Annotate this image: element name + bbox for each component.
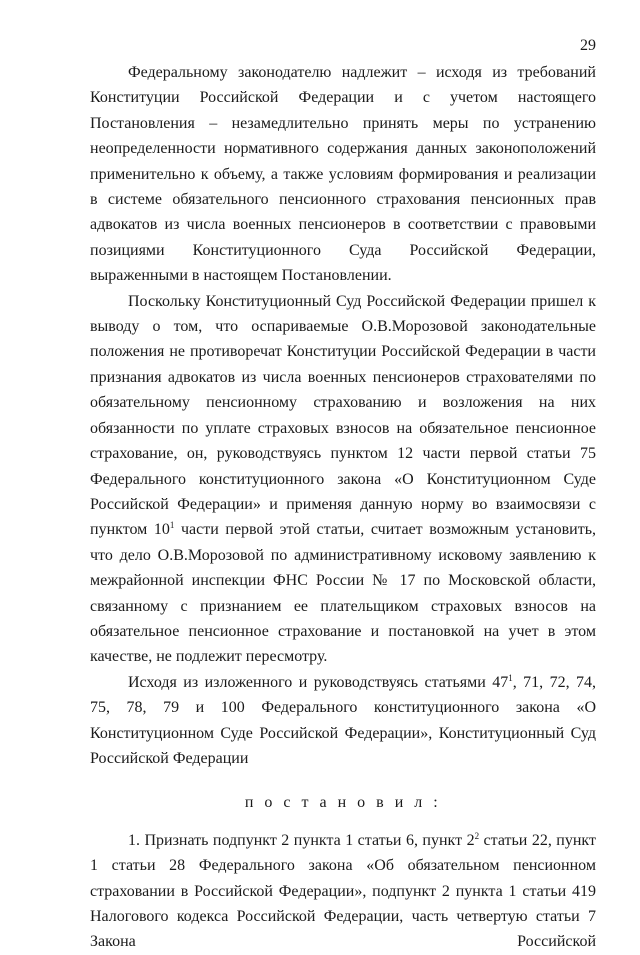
paragraph-legal-basis	[90, 670, 596, 772]
paragraph-resolution-item-1	[90, 828, 596, 955]
paragraph-legislator-duty: Федеральному законодателю надлежит – исходя из требований Конституции Российской Федерации и с учетом настоящего Постановления – незамедлительно принять меры по устранению неопределенности нормативного содержания данных законоположений применительно к объему, а также условиям формирования и реализации в системе обязательного пенсионного страхования пенсионных прав адвокатов из числа военных пенсионеров в соответствии с правовыми позициями Конституционного Суда Российской Федерации, выраженными в настоящем Постановлении.	[90, 64, 596, 285]
paragraph-text: Поскольку Конституционный Суд Российской Федерации пришел к выводу о том, что оспариваемые О.В.Морозовой законодательные положения не противоречат Конституции Российской Федерации в части признания адвокатов из числа военных пенсионеров страхователями по обязательному пенсионному страхованию и возложения на них обязанности по уплате страховых взносов на обязательное пенсионное страхование, он, руководствуясь пунктом 12 части первой статьи 75 Федерального конституционного закона «О Конституционном Суде Российской Федерации» и применяя данную норму во взаимосвязи с пунктом 10	[90, 292, 596, 539]
resolution-heading: п о с т а н о в и л :	[244, 794, 442, 812]
paragraph-text: , 71, 72, 74, 75, 78, 79 и 100 Федерального конституционного закона «О Конституционном Суде Российской Федерации», Конституционный Суд Российской Федерации	[90, 673, 597, 767]
superscript: 2	[474, 830, 480, 841]
superscript: 1	[169, 520, 175, 531]
paragraph-text: статьи 22, пункт 1 статьи 28 Федерального закона «Об обязательном пенсионном страховании в Российской Федерации», подпункт 2 пункта 1 статьи 419 Налогового кодекса Российской Федерации, часть четвертую статьи 7 Закона Российской	[90, 831, 596, 951]
superscript: 1	[508, 672, 513, 683]
paragraph-text: 1. Признать подпункт 2 пункта 1 статьи 6, пункт 2	[128, 831, 475, 849]
paragraph-case-not-reviewed	[90, 289, 596, 670]
page-number: 29	[580, 37, 596, 54]
paragraph-text: Исходя из изложенного и руководствуясь статьями 47	[128, 673, 509, 691]
paragraph-text: части первой этой статьи, считает возможным установить, что дело О.В.Морозовой по административному исковому заявлению к межрайонной инспекции ФНС России № 17 по Московской области, связанному с признанием ее плательщиком страховых взносов на обязательное пенсионное страхование и постановкой на учет в этом качестве, не подлежит пересмотру.	[90, 521, 596, 666]
document-body	[90, 60, 596, 955]
